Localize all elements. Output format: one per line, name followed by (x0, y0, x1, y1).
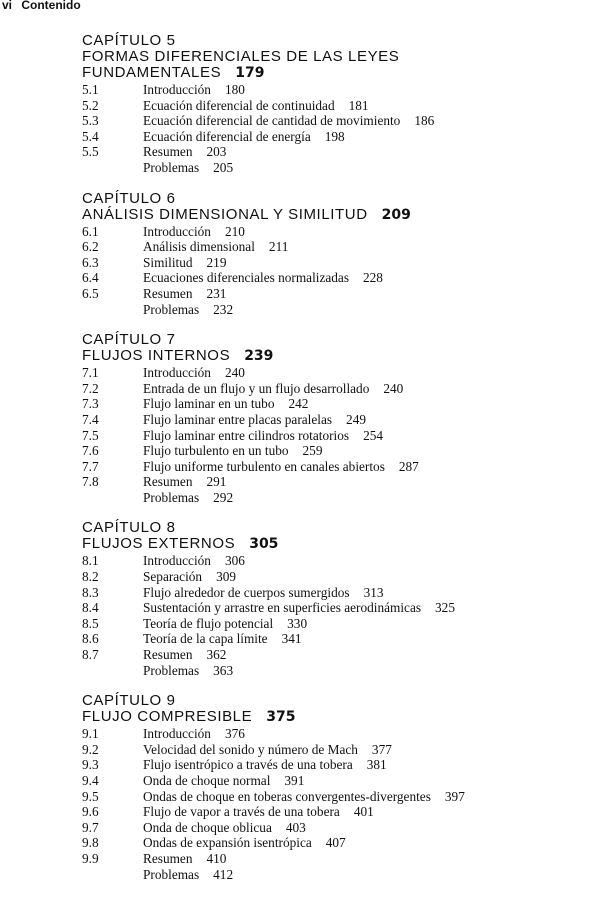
section-title: Ecuación diferencial de continuidad (143, 97, 335, 113)
toc-entry (82, 381, 597, 397)
section-page-number: 198 (324, 128, 345, 144)
section-title: Flujo laminar entre cilindros rotatorios (143, 427, 350, 443)
section-title: Introducción (143, 223, 211, 239)
section-page-number: 401 (353, 804, 374, 820)
section-number: 8.6 (82, 631, 99, 647)
chapter-page-number: 375 (266, 709, 296, 726)
section-number: 6.5 (82, 285, 99, 301)
toc-entry (82, 286, 597, 302)
section-title: Flujo isentrópico a través de una tobera (143, 757, 353, 773)
section-number (82, 867, 143, 883)
section-number: 9.3 (82, 757, 99, 773)
toc-entry (82, 647, 597, 663)
section-number: 6.1 (82, 223, 99, 239)
section-title: Introducción (143, 82, 211, 97)
toc-entry (82, 600, 597, 616)
section-number (82, 663, 143, 679)
section-number: 8.7 (82, 647, 99, 663)
section-page-number: 254 (363, 427, 384, 443)
section-number: 8.1 (82, 553, 99, 569)
section-page-number: 180 (224, 82, 245, 97)
section-number: 9.5 (82, 788, 99, 804)
section-list (82, 224, 597, 318)
section-page-number: 377 (371, 741, 392, 757)
section-number: 7.2 (82, 380, 99, 396)
section-title: Entrada de un flujo y un flujo desarrollado (143, 380, 370, 396)
section-title: Sustentación y arrastre en superficies aerodinámicas (143, 600, 422, 616)
section-page-number: 397 (444, 788, 465, 804)
chapter-section (82, 693, 597, 882)
toc-entry (82, 742, 597, 758)
section-number: 9.2 (82, 741, 99, 757)
section-page-number: 259 (302, 443, 323, 459)
toc-entry (82, 82, 597, 98)
section-number: 5.4 (82, 128, 99, 144)
section-title: Ecuaciones diferenciales normalizadas (143, 270, 349, 286)
section-page-number: 292 (213, 489, 234, 505)
section-list (82, 365, 597, 505)
section-number: 9.1 (82, 726, 99, 742)
section-title: Introducción (143, 553, 211, 569)
section-title: Resumen (143, 850, 193, 866)
toc-entry (82, 428, 597, 444)
toc-entry (82, 160, 597, 176)
toc-entry (82, 129, 597, 145)
section-number (82, 160, 143, 176)
section-page-number: 306 (224, 553, 245, 569)
section-list (82, 726, 597, 882)
chapter-page-number: 179 (235, 65, 265, 81)
section-title: Problemas (143, 662, 200, 678)
section-number: 8.4 (82, 600, 99, 616)
section-number: 8.2 (82, 569, 99, 585)
section-number: 5.1 (82, 82, 99, 97)
section-page-number: 391 (284, 773, 305, 788)
chapter-heading: CAPÍTULO 8 (82, 519, 176, 537)
chapter-title-text: FLUJO COMPRESIBLE (82, 708, 253, 726)
section-number: 6.2 (82, 239, 99, 255)
section-number: 5.2 (82, 97, 99, 113)
chapter-title-text: FLUJOS EXTERNOS (82, 535, 236, 553)
toc-entry (82, 773, 597, 789)
chapter-section (82, 191, 597, 318)
chapter-title-line (82, 536, 597, 552)
section-title: Velocidad del sonido y número de Mach (143, 741, 358, 757)
chapter-heading: CAPÍTULO 6 (82, 189, 176, 207)
section-title: Flujo turbulento en un tubo (143, 443, 289, 459)
section-title: Análisis dimensional (143, 239, 255, 255)
chapter-heading: CAPÍTULO 7 (82, 331, 176, 349)
section-number: 7.3 (82, 396, 99, 412)
section-page-number: 309 (216, 569, 237, 585)
section-title: Resumen (143, 285, 193, 301)
chapter-page-number: 305 (249, 536, 279, 553)
toc-entry (82, 553, 597, 569)
chapter-title-text: FORMAS DIFERENCIALES DE LAS LEYES (82, 48, 400, 65)
chapter-title-line (82, 348, 597, 364)
section-page-number: 242 (288, 396, 309, 412)
chapter-title-line (82, 65, 597, 81)
section-page-number: 228 (363, 270, 383, 286)
section-page-number: 330 (287, 615, 308, 631)
chapter-title-text: ANÁLISIS DIMENSIONAL Y SIMILITUD (82, 205, 368, 223)
toc-entry (82, 302, 597, 318)
chapter-title-line (82, 709, 597, 725)
toc-entry (82, 474, 597, 490)
chapter-section (82, 332, 597, 505)
section-title: Resumen (143, 144, 193, 160)
section-list (82, 553, 597, 678)
section-number: 6.4 (82, 270, 99, 286)
section-page-number: 376 (224, 726, 245, 742)
section-title: Flujo uniforme turbulento en canales abiertos (143, 458, 385, 474)
section-page-number: 249 (346, 411, 366, 427)
section-number: 7.6 (82, 443, 99, 459)
section-title: Teoría de flujo potencial (143, 615, 274, 631)
toc-entry (82, 616, 597, 632)
section-page-number: 381 (366, 757, 387, 773)
section-title: Flujo laminar entre placas paralelas (143, 411, 333, 427)
section-number: 5.5 (82, 144, 99, 160)
toc-entry (82, 224, 597, 240)
toc-entry (82, 396, 597, 412)
chapter-section (82, 520, 597, 678)
page-number: vi (2, 0, 13, 12)
toc-entry (82, 459, 597, 475)
section-page-number: 240 (383, 380, 404, 396)
section-number: 9.8 (82, 835, 99, 851)
chapter-title-text: FUNDAMENTALES (82, 64, 222, 81)
section-number (82, 302, 143, 318)
toc-entry (82, 804, 597, 820)
toc-entry (82, 789, 597, 805)
section-page-number: 205 (213, 159, 234, 175)
chapter-title-text: FLUJOS INTERNOS (82, 347, 231, 365)
chapter-heading: CAPÍTULO 5 (82, 32, 176, 49)
toc-entry (82, 255, 597, 271)
section-number: 7.1 (82, 365, 99, 381)
section-page-number: 203 (206, 144, 227, 160)
section-number: 8.3 (82, 584, 99, 600)
section-page-number: 362 (206, 647, 227, 663)
section-number: 7.7 (82, 458, 99, 474)
toc-entry (82, 239, 597, 255)
section-page-number: 403 (285, 819, 306, 835)
chapter-section (82, 33, 597, 176)
section-title: Onda de choque normal (143, 773, 271, 788)
section-page-number: 325 (435, 600, 455, 616)
section-number: 7.4 (82, 411, 99, 427)
section-page-number: 412 (213, 866, 234, 882)
chapter-title-line (82, 49, 597, 65)
section-title: Problemas (143, 866, 200, 882)
section-title: Similitud (143, 254, 193, 270)
chapter-heading: CAPÍTULO 9 (82, 692, 176, 710)
chapter-page-number: 209 (381, 206, 411, 223)
toc-entry (82, 113, 597, 129)
section-title: Introducción (143, 726, 211, 742)
section-number (82, 490, 143, 506)
toc-entry (82, 726, 597, 742)
table-of-contents (82, 33, 597, 897)
section-number: 9.7 (82, 819, 99, 835)
section-title: Ecuación diferencial de energía (143, 128, 311, 144)
running-head-label: Contenido (21, 0, 81, 12)
toc-entry (82, 98, 597, 114)
section-number: 9.4 (82, 773, 99, 788)
section-page-number: 231 (206, 285, 227, 301)
section-title: Problemas (143, 159, 200, 175)
chapter-title-line (82, 207, 597, 223)
toc-entry (82, 443, 597, 459)
section-title: Resumen (143, 474, 193, 490)
toc-entry (82, 569, 597, 585)
section-page-number: 407 (325, 835, 346, 851)
section-number: 9.9 (82, 850, 99, 866)
section-title: Teoría de la capa límite (143, 631, 268, 647)
section-title: Flujo alrededor de cuerpos sumergidos (143, 584, 350, 600)
section-title: Introducción (143, 365, 211, 381)
toc-entry (82, 144, 597, 160)
toc-entry (82, 412, 597, 428)
section-title: Ecuación diferencial de cantidad de movimiento (143, 113, 401, 129)
section-number: 5.3 (82, 113, 99, 129)
section-number: 7.5 (82, 427, 99, 443)
toc-entry (82, 365, 597, 381)
section-page-number: 313 (363, 584, 384, 600)
section-title: Flujo laminar en un tubo (143, 396, 275, 412)
section-title: Ondas de expansión isentrópica (143, 835, 312, 851)
section-page-number: 219 (206, 254, 227, 270)
toc-entry (82, 867, 597, 883)
toc-entry (82, 851, 597, 867)
section-title: Problemas (143, 301, 200, 317)
section-title: Separación (143, 569, 203, 585)
section-title: Ondas de choque en toberas convergentes-divergentes (143, 788, 431, 804)
toc-entry (82, 270, 597, 286)
section-title: Onda de choque oblicua (143, 819, 272, 835)
toc-entry (82, 585, 597, 601)
chapter-page-number: 239 (244, 348, 274, 365)
section-title: Flujo de vapor a través de una tobera (143, 804, 340, 820)
section-page-number: 287 (398, 458, 419, 474)
section-page-number: 232 (213, 301, 234, 317)
section-number: 6.3 (82, 254, 99, 270)
section-list (82, 82, 597, 176)
section-page-number: 211 (268, 239, 289, 255)
toc-entry (82, 757, 597, 773)
toc-entry (82, 820, 597, 836)
section-number: 8.5 (82, 615, 99, 631)
section-number: 7.8 (82, 474, 99, 490)
running-head (2, 0, 81, 12)
toc-entry (82, 490, 597, 506)
section-page-number: 181 (348, 97, 369, 113)
section-title: Resumen (143, 647, 193, 663)
section-title: Problemas (143, 489, 200, 505)
section-page-number: 210 (224, 223, 245, 239)
section-page-number: 186 (414, 113, 435, 129)
section-number: 9.6 (82, 804, 99, 820)
section-page-number: 240 (224, 365, 245, 381)
toc-entry (82, 631, 597, 647)
section-page-number: 410 (206, 850, 227, 866)
section-page-number: 291 (206, 474, 227, 490)
section-page-number: 363 (213, 662, 234, 678)
section-page-number: 341 (281, 631, 302, 647)
toc-entry (82, 663, 597, 679)
